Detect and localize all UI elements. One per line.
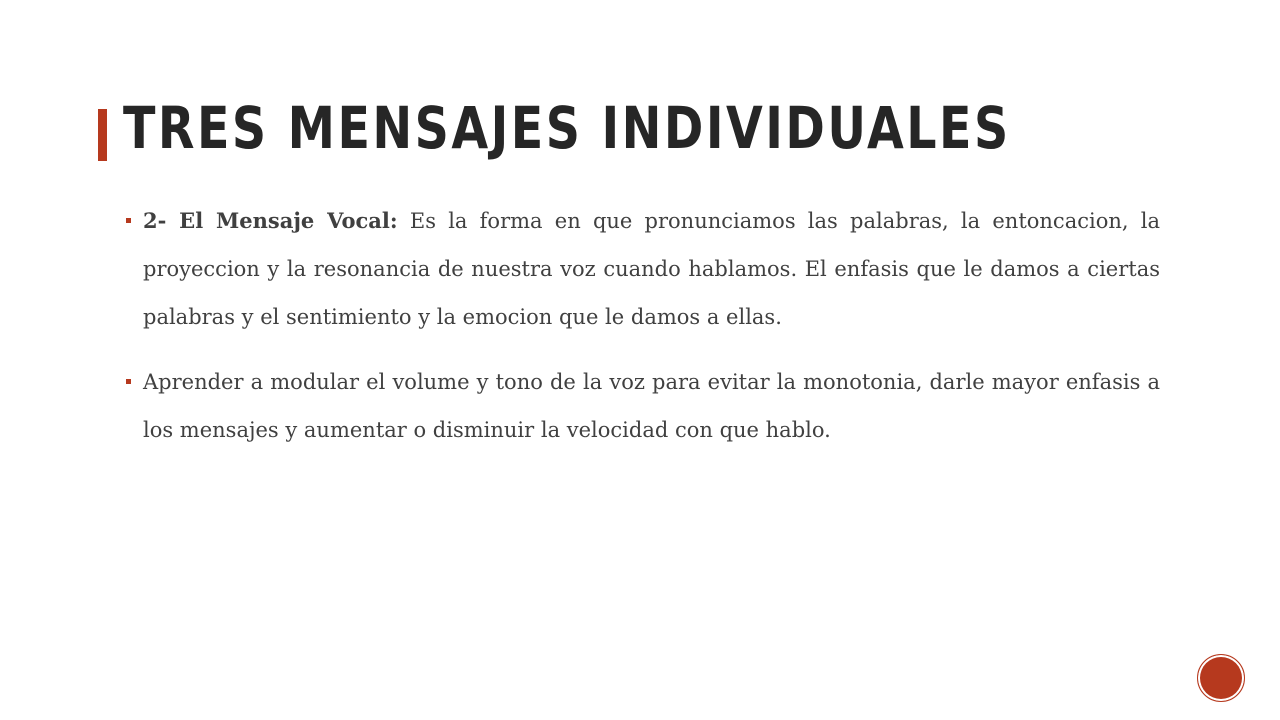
title-accent-bar	[98, 109, 107, 161]
bullet-item	[124, 197, 1160, 341]
slide-title: TRES MENSAJES INDIVIDUALES	[123, 94, 1011, 162]
bullet-item	[124, 358, 1160, 454]
bullet-text: Aprender a modular el volume y tono de la voz para evitar la monotonia, darle mayor enfasis a los mensajes y aumentar o disminuir la velocidad con que hablo.	[143, 370, 1160, 442]
slide-nav-button[interactable]	[1197, 654, 1245, 702]
square-bullet-icon	[126, 218, 131, 223]
square-bullet-icon	[126, 379, 131, 384]
bullet-lead: 2- El Mensaje Vocal:	[143, 208, 398, 233]
bullet-text: Es la forma en que pronunciamos las palabras, la entoncacion, la proyeccion y la resonancia de nuestra voz cuando hablamos. El enfasis que le damos a ciertas palabras y el sentimiento y la emocion que le damos a ellas.	[143, 209, 1160, 329]
slide-content	[124, 197, 1160, 454]
